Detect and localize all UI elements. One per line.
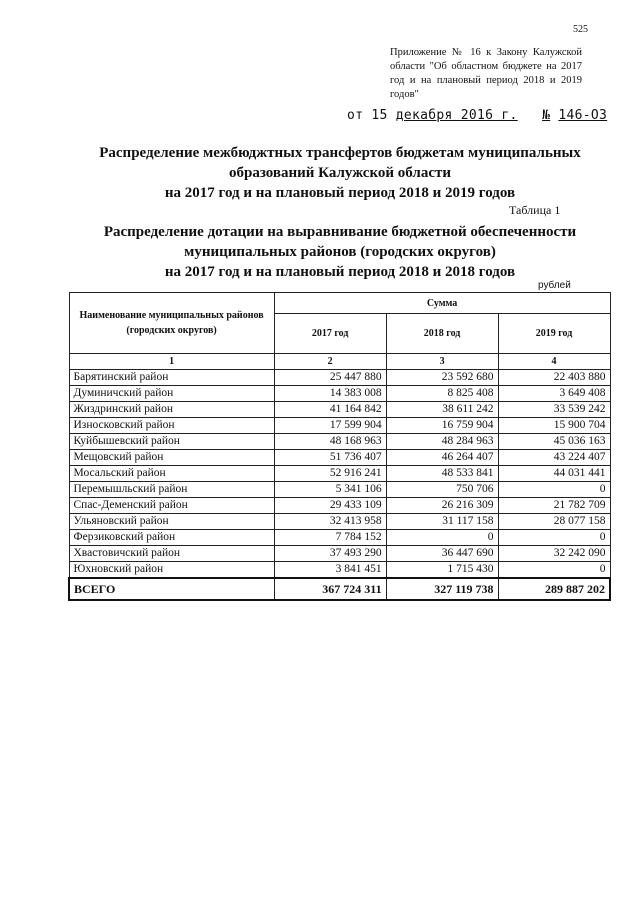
value-2017: 25 447 880 [274,370,386,386]
column-index: 1 [69,354,274,370]
value-2017: 14 383 008 [274,386,386,402]
table-row [69,514,610,530]
value-2019: 0 [498,530,610,546]
value-2018: 38 611 242 [386,402,498,418]
title-line: образований Калужской области [228,165,452,181]
value-2019: 33 539 242 [498,402,610,418]
value-2018: 0 [386,530,498,546]
total-2017: 367 724 311 [274,578,386,600]
column-index: 4 [498,354,610,370]
law-number-prefix: № [542,108,551,123]
title-line: Распределение межбюджтных трансфертов бюджетам муниципальных [99,145,581,161]
column-index-row [69,354,610,370]
subsidy-table [68,292,611,601]
district-name: Юхновский район [69,562,274,579]
table-row [69,498,610,514]
header-year-2018: 2018 год [386,314,498,354]
total-2018: 327 119 738 [386,578,498,600]
table-row [69,434,610,450]
unit-label: рублей [538,280,571,291]
table-title-line: на 2017 год и на плановый период 2018 и 2018 годов [164,264,516,280]
value-2018: 8 825 408 [386,386,498,402]
value-2017: 17 599 904 [274,418,386,434]
page-number: 525 [573,24,588,35]
district-name: Барятинский район [69,370,274,386]
district-name: Мещовский район [69,450,274,466]
value-2019: 0 [498,482,610,498]
column-index: 3 [386,354,498,370]
table-row [69,370,610,386]
value-2018: 23 592 680 [386,370,498,386]
table-row [69,450,610,466]
value-2017: 3 841 451 [274,562,386,579]
value-2018: 16 759 904 [386,418,498,434]
table-row [69,386,610,402]
district-name: Мосальский район [69,466,274,482]
value-2019: 21 782 709 [498,498,610,514]
law-prefix: от 15 [347,108,388,123]
title-line: на 2017 год и на плановый период 2018 и 2019 годов [164,185,516,201]
district-name: Жиздринский район [69,402,274,418]
district-name: Куйбышевский район [69,434,274,450]
value-2019: 15 900 704 [498,418,610,434]
value-2018: 26 216 309 [386,498,498,514]
value-2018: 36 447 690 [386,546,498,562]
law-number: 146-ОЗ [558,108,608,123]
value-2018: 1 715 430 [386,562,498,579]
table-title-line: Распределение дотации на выравнивание бюджетной обеспеченности [103,224,577,240]
district-name: Перемышльский район [69,482,274,498]
table-row [69,530,610,546]
value-2018: 48 284 963 [386,434,498,450]
value-2018: 46 264 407 [386,450,498,466]
law-date: декабря 2016 г. [395,108,518,123]
district-name: Износковский район [69,418,274,434]
table-row [69,546,610,562]
table-row [69,562,610,579]
value-2019: 22 403 880 [498,370,610,386]
table-row [69,402,610,418]
value-2019: 44 031 441 [498,466,610,482]
district-name: Ферзиковский район [69,530,274,546]
table-row [69,418,610,434]
value-2019: 45 036 163 [498,434,610,450]
value-2017: 52 916 241 [274,466,386,482]
value-2017: 7 784 152 [274,530,386,546]
law-reference [347,108,607,123]
table-title-line: муниципальных районов (городских округов) [184,244,496,260]
header-sum: Сумма [274,293,610,314]
total-2019: 289 887 202 [498,578,610,600]
value-2017: 51 736 407 [274,450,386,466]
total-row [69,578,610,600]
header-year-2017: 2017 год [274,314,386,354]
value-2019: 3 649 408 [498,386,610,402]
column-index: 2 [274,354,386,370]
value-2019: 28 077 158 [498,514,610,530]
total-label: ВСЕГО [69,578,274,600]
value-2018: 48 533 841 [386,466,498,482]
table-row [69,482,610,498]
value-2017: 41 164 842 [274,402,386,418]
value-2017: 32 413 958 [274,514,386,530]
document-title [60,143,620,203]
district-name: Спас-Деменский район [69,498,274,514]
header-name: Наименование муниципальных районов (городских округов) [69,293,274,354]
header-year-2019: 2019 год [498,314,610,354]
value-2018: 750 706 [386,482,498,498]
value-2017: 48 168 963 [274,434,386,450]
table-label: Таблица 1 [509,203,561,217]
appendix-note: Приложение № 16 к Закону Калужской области "Об областном бюджете на 2017 год и на плановый период 2018 и 2019 годов" [390,47,582,100]
value-2017: 5 341 106 [274,482,386,498]
value-2019: 43 224 407 [498,450,610,466]
table-title [60,222,620,282]
table-row [69,466,610,482]
district-name: Ульяновский район [69,514,274,530]
district-name: Думиничский район [69,386,274,402]
value-2018: 31 117 158 [386,514,498,530]
value-2019: 0 [498,562,610,579]
district-name: Хвастовичский район [69,546,274,562]
value-2019: 32 242 090 [498,546,610,562]
value-2017: 29 433 109 [274,498,386,514]
value-2017: 37 493 290 [274,546,386,562]
